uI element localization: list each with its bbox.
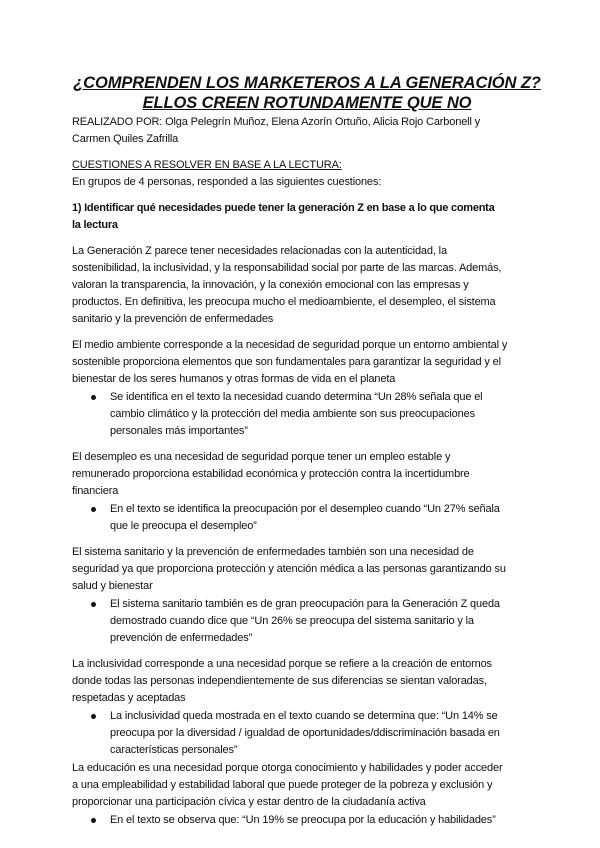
text-line: valoran la transparencia, la innovación, y la conexión emocional con las empresas y	[72, 279, 469, 291]
text-line: 1) Identificar qué necesidades puede tener la generación Z en base a lo que comenta	[72, 202, 495, 214]
paragraph	[72, 337, 542, 388]
text-line: remunerado proporciona estabilidad económica y protección contra la incertidumbre	[72, 468, 470, 480]
document-title	[72, 73, 542, 113]
text-line: CUESTIONES A RESOLVER EN BASE A LA LECTURA:	[72, 159, 342, 171]
text-line: financiera	[72, 485, 119, 497]
text-line: El desempleo es una necesidad de seguridad porque tener un empleo estable y	[72, 451, 451, 463]
bullet-icon	[91, 395, 96, 400]
text-line: cambio climático y la protección del media ambiente son sus preocupaciones	[110, 408, 475, 420]
text-line: preocupa por la diversidad / igualdad de oportunidades/ddiscriminación basada en	[110, 727, 500, 739]
bullet-item	[91, 596, 542, 647]
text-line: productos. En definitiva, les preocupa mucho el medioambiente, el desempleo, el sistema	[72, 296, 496, 308]
text-line: El sistema sanitario también es de gran preocupación para la Generación Z queda	[110, 598, 500, 610]
text-line: Se identifica en el texto la necesidad cuando determina “Un 28% señala que el	[110, 391, 483, 403]
text-line: proporcionar una participación cívica y estar dentro de la ciudadanía activa	[72, 796, 426, 808]
paragraph	[72, 243, 542, 328]
bullet-item	[91, 708, 542, 759]
document-page	[72, 73, 542, 838]
text-line: bienestar de los seres humanos y otras formas de vida en el planeta	[72, 373, 396, 385]
text-line: sanitario y la prevención de enfermedades	[72, 313, 274, 325]
paragraph	[72, 760, 542, 811]
text-line: prevención de enfermedades”	[110, 632, 253, 644]
text-line: En el texto se identifica la preocupación por el desempleo cuando “Un 27% señala	[110, 503, 500, 515]
text-line: En el texto se observa que: “Un 19% se preocupa por la educación y habilidades”	[110, 814, 496, 826]
text-line: donde todas las personas independientemente de sus diferencias se sientan valoradas,	[72, 675, 487, 687]
text-line: La inclusividad corresponde a una necesidad porque se refiere a la creación de entornos	[72, 658, 492, 670]
text-line: características personales”	[110, 744, 238, 756]
bullet-icon	[91, 818, 96, 823]
bullet-item	[91, 501, 542, 535]
text-line: La educación es una necesidad porque otorga conocimiento y habilidades y poder acceder	[72, 762, 503, 774]
text-line: sostenibilidad, la inclusividad, y la responsabilidad social por parte de las marcas. Además,	[72, 262, 502, 274]
text-line: que le preocupa el desempleo”	[110, 520, 257, 532]
paragraph	[72, 544, 542, 595]
bullet-icon	[91, 507, 96, 512]
text-line: Carmen Quiles Zafrilla	[72, 133, 179, 145]
question-heading	[72, 200, 542, 234]
bullet-item	[91, 812, 542, 829]
text-line: La Generación Z parece tener necesidades relacionadas con la autenticidad, la	[72, 245, 447, 257]
title-line-1: ¿COMPRENDEN LOS MARKETEROS A LA GENERACIÓN Z?	[73, 74, 541, 92]
text-line: El medio ambiente corresponde a la necesidad de seguridad porque un entorno ambiental y	[72, 339, 508, 351]
document-body	[72, 114, 542, 829]
text-line: La inclusividad queda mostrada en el texto cuando se determina que: “Un 14% se	[110, 710, 498, 722]
text-line: personales más importantes”	[110, 425, 248, 437]
text-line: respetadas y aceptadas	[72, 692, 186, 704]
text-line: REALIZADO POR: Olga Pelegrín Muñoz, Elena Azorín Ortuño, Alicia Rojo Carbonell y	[72, 116, 481, 128]
title-line-2: ELLOS CREEN ROTUNDAMENTE QUE NO	[142, 94, 472, 112]
text-line: El sistema sanitario y la prevención de enfermedades también son una necesidad de	[72, 546, 474, 558]
text-line: a una empleabilidad y estabilidad laboral que puede proteger de la pobreza y exclusión y	[72, 779, 493, 791]
bullet-item	[91, 389, 542, 440]
paragraph	[72, 449, 542, 500]
paragraph	[72, 656, 542, 707]
bullet-icon	[91, 714, 96, 719]
text-line: la lectura	[72, 219, 118, 231]
bullet-icon	[91, 602, 96, 607]
paragraph	[72, 157, 542, 191]
text-line: salud y bienestar	[72, 580, 153, 592]
text-line: En grupos de 4 personas, responded a las siguientes cuestiones:	[72, 176, 382, 188]
text-line: demostrado cuando dice que “Un 26% se preocupa del sistema sanitario y la	[110, 615, 474, 627]
paragraph	[72, 114, 542, 148]
text-line: seguridad ya que proporciona protección y atención médica a las personas garantizando su	[72, 563, 506, 575]
text-line: sostenible proporciona elementos que son fundamentales para garantizar la seguridad y el	[72, 356, 501, 368]
